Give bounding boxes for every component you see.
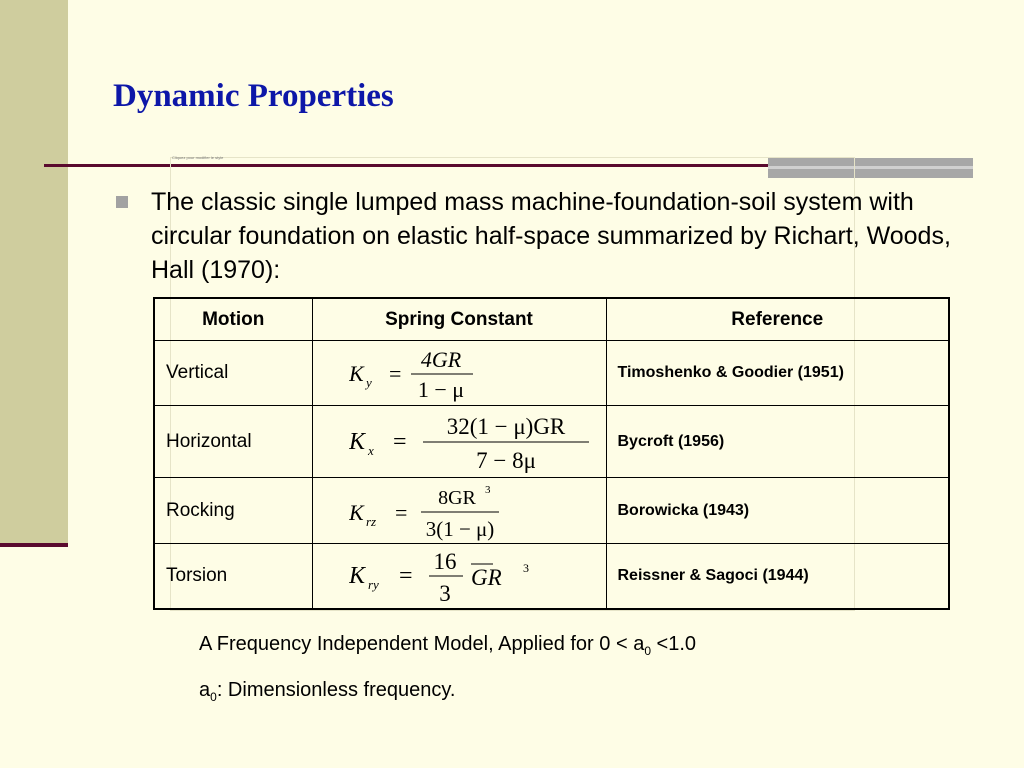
- formula-tail: GR: [470, 564, 502, 590]
- note-text: a: [199, 679, 211, 701]
- equals-sign: =: [392, 428, 407, 455]
- formula-vertical: [349, 343, 509, 403]
- formula-subscript: rz: [365, 513, 376, 529]
- motion-cell: Horizontal: [154, 406, 312, 478]
- formula-horizontal: [349, 409, 599, 475]
- formula-symbol: K: [348, 499, 364, 525]
- motion-cell: Rocking: [154, 478, 312, 544]
- table-row: [154, 406, 949, 478]
- motion-cell: Torsion: [154, 544, 312, 609]
- formula-subscript: y: [365, 375, 372, 390]
- formula-rocking: [349, 480, 539, 542]
- formula-numerator: 4GR: [420, 347, 461, 372]
- note-text-end: : Dimensionless frequency.: [216, 679, 456, 701]
- spring-constant-table: [153, 297, 950, 610]
- formula-symbol: K: [348, 562, 365, 589]
- formula-torsion: [349, 545, 549, 607]
- note-subscript: 0: [210, 690, 217, 704]
- table-row: [154, 478, 949, 544]
- note-subscript: 0: [644, 644, 651, 658]
- table-row: [154, 544, 949, 609]
- note-text-end: <1.0: [651, 633, 697, 655]
- motion-cell: Vertical: [154, 341, 312, 406]
- formula-numerator: 16: [433, 548, 456, 574]
- formula-subscript: ry: [367, 576, 379, 592]
- spring-constant-formula: [312, 406, 606, 478]
- reference-cell: Borowicka (1943): [606, 478, 949, 544]
- formula-denominator: 3: [438, 580, 451, 606]
- definition-note: [199, 679, 455, 704]
- formula-exponent: 3: [522, 560, 529, 575]
- spring-constant-formula: [312, 478, 606, 544]
- formula-numerator: 8GR: [437, 486, 476, 509]
- header-spring-constant: Spring Constant: [312, 298, 606, 341]
- bullet-square-icon: [116, 196, 128, 208]
- sidebar-band: [0, 0, 68, 545]
- formula-symbol: K: [348, 428, 365, 455]
- slide-title: Dynamic Properties: [113, 78, 394, 114]
- sidebar-rule: [0, 543, 68, 547]
- formula-denominator: 1 − μ: [417, 377, 464, 402]
- equals-sign: =: [394, 499, 407, 525]
- placeholder-label: Cliquez pour modifier le style: [172, 155, 224, 160]
- corner-decoration-line: [768, 166, 973, 169]
- formula-exponent: 3: [484, 483, 490, 496]
- reference-cell: Bycroft (1956): [606, 406, 949, 478]
- spring-constant-formula: [312, 341, 606, 406]
- table-header-row: [154, 298, 949, 341]
- formula-denominator: 7 − 8μ: [475, 447, 536, 473]
- header-motion: Motion: [154, 298, 312, 341]
- equals-sign: =: [398, 562, 413, 589]
- note-text: A Frequency Independent Model, Applied for 0 < a: [199, 633, 645, 655]
- formula-denominator: 3(1 − μ): [425, 516, 494, 541]
- spring-constant-formula: [312, 544, 606, 609]
- formula-subscript: x: [367, 442, 374, 458]
- reference-cell: Timoshenko & Goodier (1951): [606, 341, 949, 406]
- equals-sign: =: [388, 361, 401, 386]
- frequency-note: [199, 633, 696, 658]
- formula-symbol: K: [348, 361, 364, 386]
- header-reference: Reference: [606, 298, 949, 341]
- formula-numerator: 32(1 − μ)GR: [446, 413, 565, 439]
- bullet-text: The classic single lumped mass machine-foundation-soil system with circular foundation on elastic half-space summarized by Richart, Woods, Hall (1970):: [151, 188, 951, 284]
- reference-cell: Reissner & Sagoci (1944): [606, 544, 949, 609]
- table-row: [154, 341, 949, 406]
